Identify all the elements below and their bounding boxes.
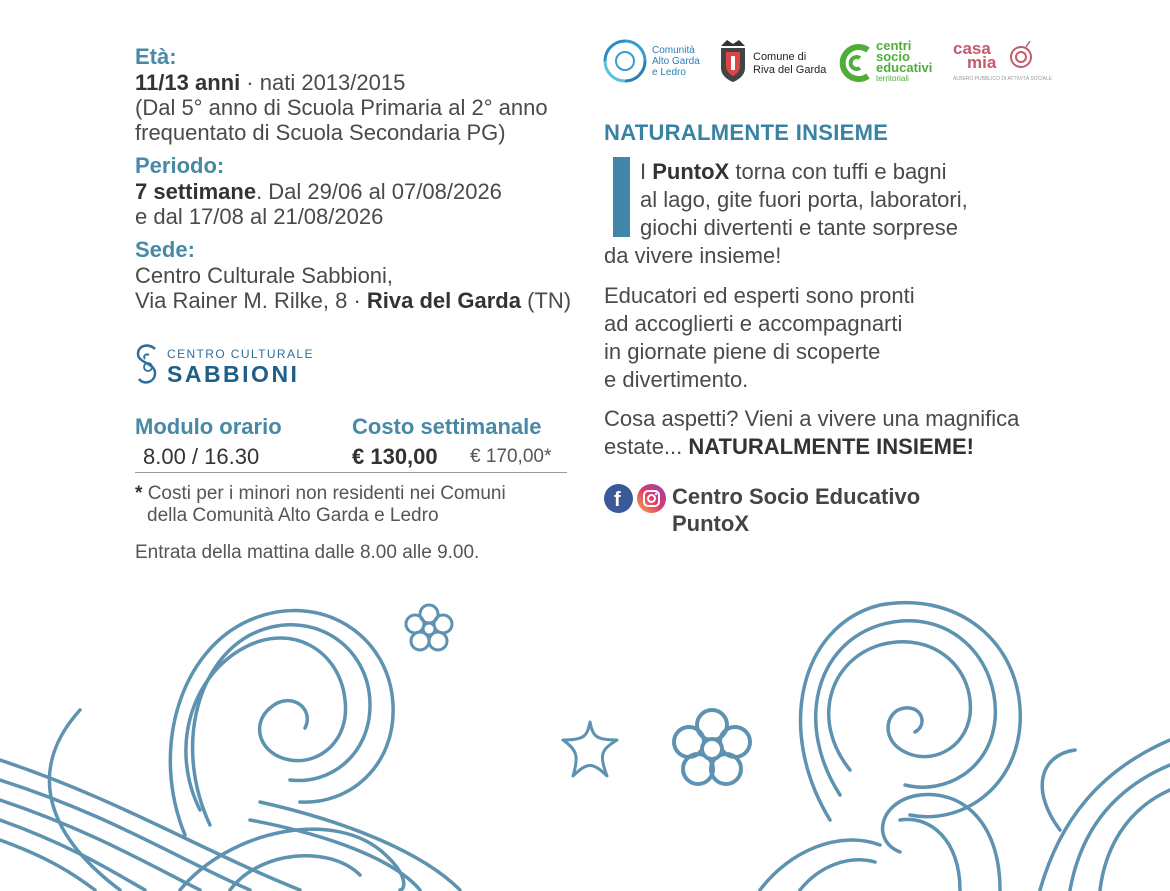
cost-note — [135, 483, 575, 527]
comune-logo — [717, 36, 827, 88]
centri-logo — [838, 40, 944, 88]
cost-note-line-2: della Comunità Alto Garda e Ledro — [147, 505, 439, 526]
venue-city: Riva del Garda — [366, 288, 521, 313]
period-block — [135, 153, 575, 229]
nonresident-cost: € 170,00* — [470, 446, 552, 467]
sabbioni-logo — [135, 343, 325, 393]
flower-icon — [666, 703, 758, 795]
wave-swirl-icon — [0, 611, 460, 890]
pricing-divider — [135, 472, 567, 473]
p3-slogan: NATURALMENTE INSIEME! — [688, 434, 974, 459]
p2-line-2: ad accoglierti e accompagnarti — [604, 311, 903, 336]
birth-years: nati 2013/2015 — [259, 70, 406, 95]
p1-line-1 — [640, 158, 947, 186]
casa-mia-tagline: ALBERO PUBBLICO DI ATTIVITÀ SOCIALE — [953, 76, 1053, 82]
note-asterisk: * — [135, 483, 143, 504]
partner-logos — [600, 36, 1053, 91]
casa-mia-logo — [953, 39, 1053, 88]
centri-logo-l3: educativi — [876, 60, 933, 75]
centri-logo-l4: territoriali — [876, 74, 909, 83]
sabbioni-logo-name: SABBIONI — [167, 361, 300, 387]
centri-c-icon — [838, 42, 876, 84]
p2-line-4: e divertimento. — [604, 367, 749, 392]
p3-line-1: Cosa aspetti? Vieni a vivere una magnifica — [604, 406, 1020, 431]
comunita-logo-l3: e Ledro — [652, 67, 686, 78]
age-label: Età: — [135, 44, 177, 69]
p2-line-1: Educatori ed esperti sono pronti — [604, 283, 915, 308]
period-label: Periodo: — [135, 153, 225, 178]
note-text-1: Costi per i minori non residenti nei Comuni — [147, 483, 506, 504]
social-name-line-2[interactable]: PuntoX — [672, 511, 749, 536]
age-detail-1: (Dal 5° anno di Scuola Primaria al 2° anno — [135, 95, 548, 120]
period-line-1 — [135, 179, 575, 204]
svg-text:f: f — [614, 489, 621, 511]
resident-cost: € 130,00 — [352, 444, 438, 469]
p3-line-2 — [604, 433, 974, 461]
p1-line-2: al lago, gite fuori porta, laboratori, — [640, 187, 968, 212]
p2-line-3: in giornate piene di scoperte — [604, 339, 881, 364]
centri-logo-l1: centri — [876, 38, 912, 53]
comune-logo-l1: Comune di — [753, 51, 807, 63]
p1-line-4: da vivere insieme! — [604, 243, 782, 268]
venue-street: Via Rainer M. Rilke, 8 · — [135, 288, 367, 313]
info-column — [135, 44, 575, 321]
sabbioni-logo-top: CENTRO CULTURALE — [167, 347, 314, 361]
casa-mia-l2: mia — [967, 53, 997, 72]
cost-header: Costo settimanale — [352, 414, 542, 439]
period-range-2: e dal 17/08 al 21/08/2026 — [135, 204, 384, 229]
venue-line-2 — [135, 288, 575, 313]
starfish-icon — [557, 718, 623, 780]
facebook-icon[interactable] — [604, 484, 633, 513]
period-range-1: . Dal 29/06 al 07/08/2026 — [256, 179, 502, 204]
age-value: 11/13 anni — [135, 70, 241, 95]
comunita-logo — [600, 36, 708, 88]
weeks-count: 7 settimane — [135, 179, 257, 204]
instagram-icon[interactable] — [637, 484, 666, 513]
hours-header: Modulo orario — [135, 414, 282, 439]
comunita-logo-l2: Alto Garda — [652, 56, 700, 67]
age-detail-2: frequentato di Scuola Secondaria PG) — [135, 120, 506, 145]
social-name-line-1[interactable]: Centro Socio Educativo — [672, 484, 921, 509]
p1-post: torna con tuffi e bagni — [729, 159, 947, 184]
pricing-table — [135, 414, 567, 472]
age-block — [135, 44, 575, 145]
p3-pre: estate... — [604, 434, 689, 459]
sabbioni-s-icon — [135, 343, 161, 391]
wave-swirl-icon — [760, 603, 1170, 890]
p1-pre: I — [640, 159, 653, 184]
p1-line-3: giochi divertenti e tante sorprese — [640, 215, 958, 240]
drop-cap-bar — [613, 157, 630, 237]
age-line — [135, 70, 575, 95]
comunita-emblem-icon — [600, 36, 650, 86]
cost-note-line-1 — [135, 483, 575, 505]
casa-mia-l1: casa — [953, 39, 991, 58]
comune-coat-of-arms-icon — [717, 36, 749, 86]
section-title: NATURALMENTE INSIEME — [604, 120, 889, 145]
age-separator: · — [240, 70, 260, 95]
flower-icon — [400, 600, 458, 658]
puntox-name: PuntoX — [652, 159, 730, 184]
snail-icon — [1008, 41, 1034, 71]
centri-logo-l2: socio — [876, 49, 910, 64]
venue-line-1: Centro Culturale Sabbioni, — [135, 263, 394, 288]
comunita-logo-l1: Comunità — [652, 45, 695, 56]
venue-label: Sede: — [135, 237, 195, 262]
venue-province: (TN) — [520, 288, 572, 313]
entry-note: Entrata della mattina dalle 8.00 alle 9.00. — [135, 542, 480, 563]
venue-block — [135, 237, 575, 313]
comune-logo-l2: Riva del Garda — [753, 64, 827, 76]
hours-value: 8.00 / 16.30 — [143, 444, 260, 469]
